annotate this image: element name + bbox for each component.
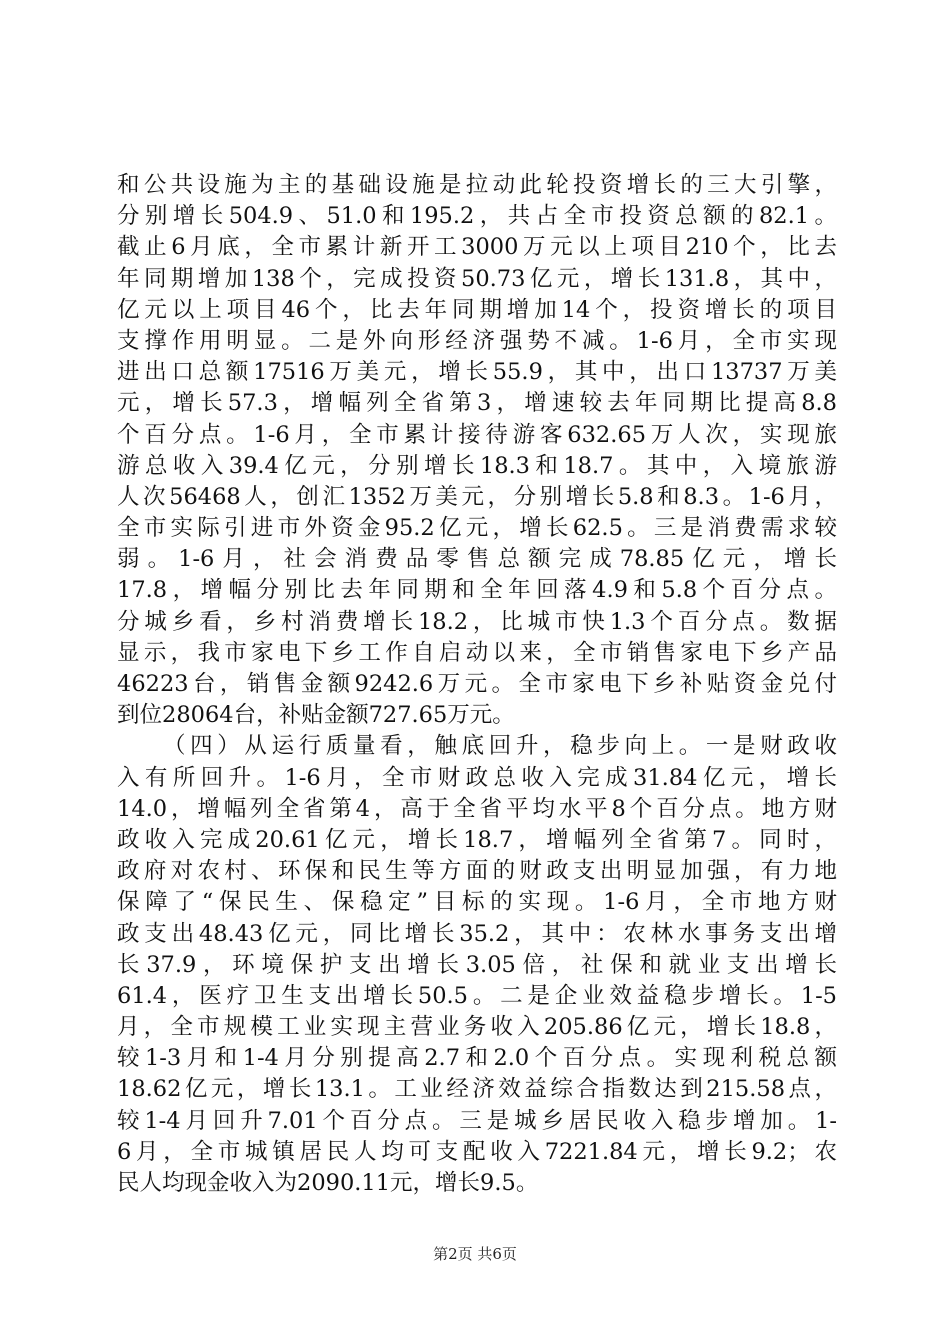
document-body — [117, 170, 837, 1199]
text-line: 和公共设施为主的基础设施是拉动此轮投资增长的三大引擎， — [117, 172, 837, 198]
text-line: 较1-3月和1-4月分别提高2.7和2.0个百分点。实现利税总额 — [117, 1045, 837, 1072]
text-line: 显示，我市家电下乡工作自启动以来，全市销售家电下乡产品 — [117, 639, 837, 666]
text-line: 政收入完成20.61亿元，增长18.7，增幅列全省第7。同时， — [117, 826, 837, 853]
text-line: 61.4，医疗卫生支出增长50.5。二是企业效益稳步增长。1-5 — [117, 982, 837, 1009]
paragraph-2 — [117, 731, 837, 1199]
text-line: 民人均现金收入为2090.11元，增长9.5。 — [117, 1170, 539, 1196]
paragraph-1 — [117, 170, 837, 731]
text-line: 入有所回升。1-6月，全市财政总收入完成31.84亿元，增长 — [117, 764, 837, 791]
text-line: 18.62亿元，增长13.1。工业经济效益综合指数达到215.58点， — [117, 1076, 837, 1103]
text-line: 长37.9，环境保护支出增长3.05倍，社保和就业支出增长 — [117, 951, 837, 978]
text-line: 月，全市规模工业实现主营业务收入205.86亿元，增长18.8， — [117, 1014, 837, 1041]
text-line: 人次56468人，创汇1352万美元，分别增长5.8和8.3。1-6月， — [117, 483, 837, 510]
page-number-footer: 第2页 共6页 — [433, 1245, 517, 1263]
text-line: 截止6月底，全市累计新开工3000万元以上项目210个，比去 — [117, 234, 837, 261]
text-line: 弱。1-6月，社会消费品零售总额完成78.85亿元，增长 — [117, 546, 837, 573]
text-line: 较1-4月回升7.01个百分点。三是城乡居民收入稳步增加。1- — [117, 1107, 837, 1134]
text-line: 到位28064台，补贴金额727.65万元。 — [117, 702, 515, 729]
text-line: 保障了“保民生、保稳定”目标的实现。1-6月，全市地方财 — [117, 889, 837, 916]
text-line: 进出口总额17516万美元，增长55.9，其中，出口13737万美 — [117, 359, 837, 386]
text-line: 14.0，增幅列全省第4，高于全省平均水平8个百分点。地方财 — [117, 795, 837, 822]
text-line: 政支出48.43亿元，同比增长35.2，其中：农林水事务支出增 — [117, 920, 837, 947]
text-line: 6月，全市城镇居民人均可支配收入7221.84元，增长9.2；农 — [117, 1138, 837, 1165]
text-line: 亿元以上项目46个，比去年同期增加14个，投资增长的项目 — [117, 296, 837, 323]
text-line: 年同期增加138个，完成投资50.73亿元，增长131.8，其中， — [117, 265, 837, 292]
text-line: 元，增长57.3，增幅列全省第3，增速较去年同期比提高8.8 — [117, 390, 837, 417]
text-line: 分城乡看，乡村消费增长18.2，比城市快1.3个百分点。数据 — [117, 608, 837, 635]
text-line: 全市实际引进市外资金95.2亿元，增长62.5。三是消费需求较 — [117, 515, 837, 542]
text-line: 游总收入39.4亿元，分别增长18.3和18.7。其中，入境旅游 — [117, 452, 837, 479]
text-line: （四）从运行质量看，触底回升，稳步向上。一是财政收 — [163, 733, 837, 760]
text-line: 个百分点。1-6月，全市累计接待游客632.65万人次，实现旅 — [117, 421, 837, 448]
text-line: 17.8，增幅分别比去年同期和全年回落4.9和5.8个百分点。 — [117, 577, 837, 604]
text-line: 分别增长504.9、51.0和195.2，共占全市投资总额的82.1。 — [117, 203, 837, 230]
text-line: 政府对农村、环保和民生等方面的财政支出明显加强，有力地 — [117, 858, 837, 885]
text-line: 支撑作用明显。二是外向形经济强势不减。1-6月，全市实现 — [117, 327, 837, 354]
text-line: 46223台，销售金额9242.6万元。全市家电下乡补贴资金兑付 — [117, 671, 837, 697]
